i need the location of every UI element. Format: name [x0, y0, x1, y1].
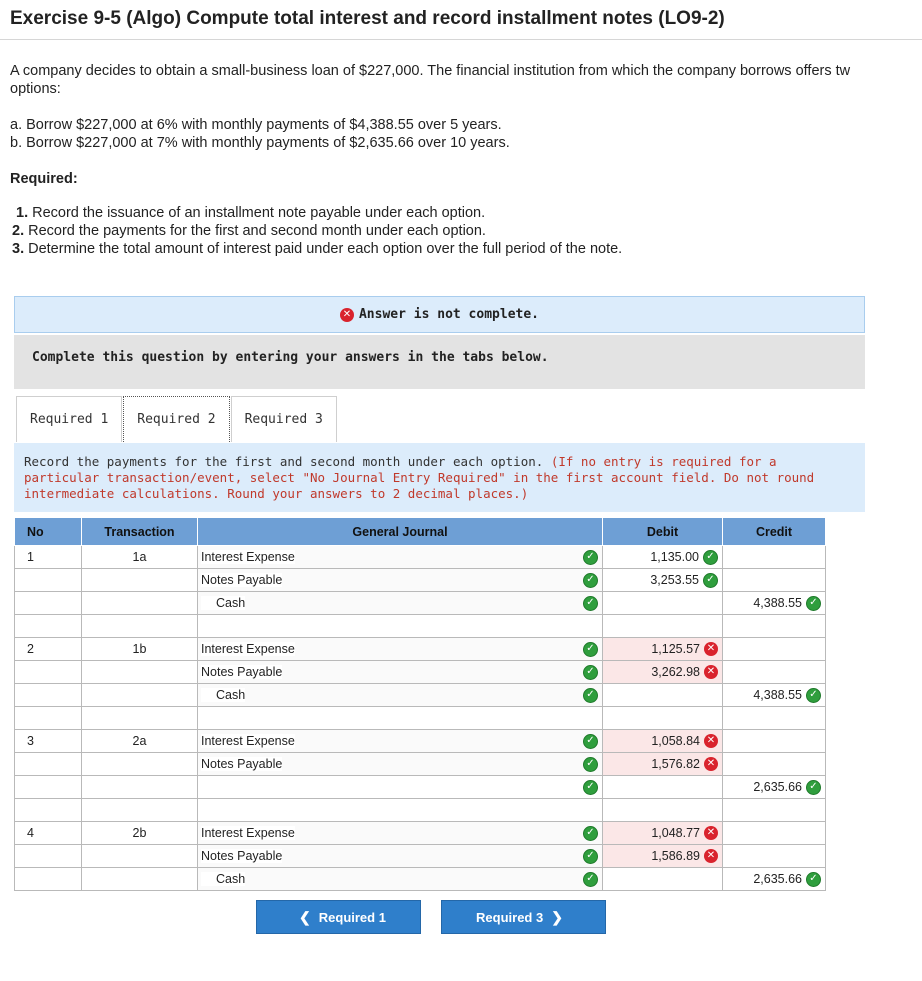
account-select[interactable] — [198, 592, 603, 615]
debit-input[interactable] — [603, 638, 723, 661]
row-number: 3 — [15, 730, 82, 753]
account-field — [198, 868, 602, 890]
next-required-3-button[interactable] — [441, 900, 606, 934]
row-number: 2 — [15, 638, 82, 661]
tab-required-2[interactable]: Required 2 — [123, 396, 229, 442]
debit-field — [603, 661, 722, 683]
account-select[interactable] — [198, 707, 603, 730]
check-icon: ✓ — [583, 780, 598, 795]
credit-input[interactable] — [723, 868, 826, 891]
prev-button-label: Required 1 — [318, 909, 386, 925]
requirement-1-text: Record the issuance of an installment note payable under each option. — [28, 205, 486, 221]
journal-table — [14, 517, 826, 891]
credit-field — [723, 822, 825, 844]
debit-value: 1,058.84 — [651, 734, 700, 748]
debit-field — [603, 592, 722, 614]
credit-input[interactable] — [723, 753, 826, 776]
credit-field — [723, 661, 825, 683]
row-number — [15, 592, 82, 615]
transaction-cell: 1b — [82, 638, 198, 661]
account-select[interactable] — [198, 868, 603, 891]
account-field — [198, 845, 602, 867]
debit-field — [603, 546, 722, 568]
check-icon: ✓ — [806, 596, 821, 611]
account-field — [198, 753, 602, 775]
check-icon: ✓ — [583, 734, 598, 749]
account-select[interactable] — [198, 684, 603, 707]
check-icon: ✓ — [583, 688, 598, 703]
debit-field — [603, 799, 722, 821]
check-icon: ✓ — [583, 872, 598, 887]
check-icon: ✓ — [583, 596, 598, 611]
credit-field — [723, 569, 825, 591]
debit-input[interactable] — [603, 592, 723, 615]
row-number — [15, 569, 82, 592]
transaction-cell — [82, 753, 198, 776]
row-number — [15, 845, 82, 868]
account-field — [198, 569, 602, 591]
required-heading: Required: — [10, 171, 78, 187]
table-row — [15, 753, 826, 776]
answer-status-text: Answer is not complete. — [358, 307, 539, 322]
credit-field — [723, 638, 825, 660]
check-icon: ✓ — [806, 872, 821, 887]
next-button-label: Required 3 — [476, 909, 544, 925]
transaction-cell: 1a — [82, 546, 198, 569]
account-select[interactable] — [198, 730, 603, 753]
credit-field — [723, 776, 825, 798]
table-row — [15, 822, 826, 845]
col-header-transaction: Transaction — [82, 518, 198, 546]
debit-input[interactable] — [603, 776, 723, 799]
instructions-text: Complete this question by entering your answers in the tabs below. — [32, 350, 549, 365]
requirement-2-number: 2. — [12, 223, 25, 239]
col-header-credit: Credit — [723, 518, 826, 546]
table-row — [15, 546, 826, 569]
col-header-general-journal: General Journal — [198, 518, 603, 546]
credit-field — [723, 684, 825, 706]
requirement-2 — [12, 222, 486, 240]
debit-input[interactable] — [603, 753, 723, 776]
debit-input[interactable] — [603, 615, 723, 638]
requirement-1-number: 1. — [16, 205, 29, 221]
account-field — [198, 661, 602, 683]
account-name: Interest Expense — [201, 826, 295, 840]
credit-input[interactable] — [723, 615, 826, 638]
tab-required-1[interactable]: Required 1 — [16, 396, 122, 442]
requirement-3-number: 3. — [12, 241, 25, 257]
credit-input[interactable] — [723, 592, 826, 615]
account-field — [198, 822, 602, 844]
check-icon: ✓ — [806, 780, 821, 795]
option-b: b. Borrow $227,000 at 7% with monthly payments of $2,635.66 over 10 years. — [10, 135, 510, 151]
table-row — [15, 730, 826, 753]
account-field — [198, 546, 602, 568]
account-field — [198, 730, 602, 752]
account-field — [198, 592, 602, 614]
error-x-icon: ✕ — [704, 757, 718, 771]
debit-value: 1,135.00 — [650, 550, 699, 564]
account-field — [198, 615, 602, 637]
table-row — [15, 569, 826, 592]
requirement-3-text: Determine the total amount of interest paid under each option over the full period of the note. — [24, 241, 623, 257]
account-select[interactable] — [198, 753, 603, 776]
debit-input[interactable] — [603, 868, 723, 891]
check-icon: ✓ — [583, 573, 598, 588]
account-select[interactable] — [198, 546, 603, 569]
requirement-tabs — [16, 396, 337, 443]
account-select[interactable] — [198, 615, 603, 638]
tab-required-3[interactable]: Required 3 — [231, 396, 337, 442]
table-row — [15, 661, 826, 684]
answer-status-banner — [14, 296, 865, 333]
debit-input[interactable] — [603, 822, 723, 845]
row-number — [15, 615, 82, 638]
credit-input[interactable] — [723, 569, 826, 592]
account-field — [198, 776, 602, 798]
transaction-cell — [82, 868, 198, 891]
credit-field — [723, 707, 825, 729]
table-row — [15, 638, 826, 661]
error-x-icon: ✕ — [340, 308, 354, 322]
credit-field — [723, 845, 825, 867]
transaction-cell: 2a — [82, 730, 198, 753]
debit-field — [603, 707, 722, 729]
credit-input[interactable] — [723, 661, 826, 684]
credit-input[interactable] — [723, 546, 826, 569]
debit-input[interactable] — [603, 730, 723, 753]
account-name: Notes Payable — [201, 757, 283, 771]
transaction-cell — [82, 845, 198, 868]
credit-field — [723, 753, 825, 775]
account-field — [198, 638, 602, 660]
credit-field — [723, 615, 825, 637]
credit-value: 2,635.66 — [753, 780, 802, 794]
credit-value: 4,388.55 — [753, 688, 802, 702]
debit-field — [603, 776, 722, 798]
col-header-no: No — [15, 518, 82, 546]
row-number — [15, 684, 82, 707]
debit-value: 3,253.55 — [650, 573, 699, 587]
table-row — [15, 592, 826, 615]
task-text: Record the payments for the first and second month under each option. — [24, 454, 544, 469]
account-select[interactable] — [198, 569, 603, 592]
table-row — [15, 845, 826, 868]
row-number: 4 — [15, 822, 82, 845]
debit-input[interactable] — [603, 684, 723, 707]
instructions-panel — [14, 335, 865, 389]
credit-input[interactable] — [723, 638, 826, 661]
credit-field — [723, 799, 825, 821]
transaction-cell — [82, 661, 198, 684]
debit-field — [603, 684, 722, 706]
row-number: 1 — [15, 546, 82, 569]
credit-value: 4,388.55 — [753, 596, 802, 610]
row-number — [15, 868, 82, 891]
transaction-cell — [82, 707, 198, 730]
debit-field — [603, 569, 722, 591]
debit-input[interactable] — [603, 707, 723, 730]
account-select[interactable] — [198, 661, 603, 684]
page-title: Exercise 9-5 (Algo) Compute total interest and record installment notes (LO9-2) — [10, 8, 725, 29]
debit-input[interactable] — [603, 799, 723, 822]
debit-field — [603, 868, 722, 890]
account-name: Notes Payable — [201, 573, 283, 587]
error-x-icon: ✕ — [704, 734, 718, 748]
table-row — [15, 615, 826, 638]
check-icon: ✓ — [703, 573, 718, 588]
credit-input[interactable] — [723, 684, 826, 707]
credit-input[interactable] — [723, 822, 826, 845]
debit-field — [603, 730, 722, 752]
account-name: Notes Payable — [201, 849, 283, 863]
credit-input[interactable] — [723, 845, 826, 868]
task-note: (If no entry is required for a particular transaction/event, select "No Journal Entry Required" in the first account field. Do not round intermediate calculations. Round your answers to 2 decimal places.) — [24, 454, 815, 501]
check-icon: ✓ — [583, 757, 598, 772]
row-number — [15, 753, 82, 776]
debit-value: 3,262.98 — [651, 665, 700, 679]
table-row — [15, 684, 826, 707]
account-name: Notes Payable — [201, 665, 283, 679]
credit-input[interactable] — [723, 799, 826, 822]
debit-value: 1,586.89 — [651, 849, 700, 863]
table-row — [15, 707, 826, 730]
account-select[interactable] — [198, 822, 603, 845]
debit-field — [603, 753, 722, 775]
journal-header-row — [15, 518, 826, 546]
requirement-1 — [16, 204, 485, 222]
requirement-3 — [12, 240, 622, 258]
transaction-cell — [82, 569, 198, 592]
transaction-cell — [82, 799, 198, 822]
account-select[interactable] — [198, 845, 603, 868]
option-a: a. Borrow $227,000 at 6% with monthly payments of $4,388.55 over 5 years. — [10, 117, 502, 133]
table-row — [15, 868, 826, 891]
error-x-icon: ✕ — [704, 826, 718, 840]
task-panel — [14, 443, 865, 512]
credit-input[interactable] — [723, 707, 826, 730]
credit-value: 2,635.66 — [753, 872, 802, 886]
credit-field — [723, 592, 825, 614]
error-x-icon: ✕ — [704, 849, 718, 863]
error-x-icon: ✕ — [704, 665, 718, 679]
account-field — [198, 799, 602, 821]
row-number — [15, 776, 82, 799]
requirement-2-text: Record the payments for the first and second month under each option. — [24, 223, 486, 239]
check-icon: ✓ — [806, 688, 821, 703]
debit-value: 1,125.57 — [651, 642, 700, 656]
chevron-left-icon: ❮ — [299, 908, 311, 925]
credit-field — [723, 546, 825, 568]
account-select[interactable] — [198, 799, 603, 822]
prev-required-1-button[interactable] — [256, 900, 421, 934]
account-select[interactable] — [198, 638, 603, 661]
account-name: Cash — [201, 872, 245, 886]
account-field — [198, 707, 602, 729]
credit-input[interactable] — [723, 776, 826, 799]
account-name: Cash — [201, 688, 245, 702]
debit-field — [603, 845, 722, 867]
transaction-cell — [82, 776, 198, 799]
account-field — [198, 684, 602, 706]
debit-field — [603, 638, 722, 660]
account-name: Interest Expense — [201, 642, 295, 656]
account-name: Interest Expense — [201, 734, 295, 748]
credit-field — [723, 868, 825, 890]
check-icon: ✓ — [583, 550, 598, 565]
debit-field — [603, 615, 722, 637]
debit-input[interactable] — [603, 546, 723, 569]
debit-input[interactable] — [603, 661, 723, 684]
error-x-icon: ✕ — [704, 642, 718, 656]
credit-input[interactable] — [723, 730, 826, 753]
transaction-cell: 2b — [82, 822, 198, 845]
title-divider — [0, 39, 922, 40]
row-number — [15, 707, 82, 730]
credit-field — [723, 730, 825, 752]
check-icon: ✓ — [583, 826, 598, 841]
task-instructions — [24, 454, 854, 502]
check-icon: ✓ — [703, 550, 718, 565]
debit-input[interactable] — [603, 569, 723, 592]
transaction-cell — [82, 615, 198, 638]
problem-intro-line2: options: — [10, 81, 61, 97]
account-select[interactable] — [198, 776, 603, 799]
check-icon: ✓ — [583, 665, 598, 680]
table-row — [15, 799, 826, 822]
account-name: Interest Expense — [201, 550, 295, 564]
account-name: Cash — [201, 596, 245, 610]
row-number — [15, 661, 82, 684]
transaction-cell — [82, 684, 198, 707]
problem-intro-line1: A company decides to obtain a small-business loan of $227,000. The financial institution from which the company borrows offers tw — [10, 63, 851, 79]
transaction-cell — [82, 592, 198, 615]
chevron-right-icon: ❯ — [551, 908, 563, 925]
check-icon: ✓ — [583, 849, 598, 864]
debit-value: 1,576.82 — [651, 757, 700, 771]
debit-input[interactable] — [603, 845, 723, 868]
row-number — [15, 799, 82, 822]
debit-value: 1,048.77 — [651, 826, 700, 840]
check-icon: ✓ — [583, 642, 598, 657]
table-row — [15, 776, 826, 799]
debit-field — [603, 822, 722, 844]
col-header-debit: Debit — [603, 518, 723, 546]
